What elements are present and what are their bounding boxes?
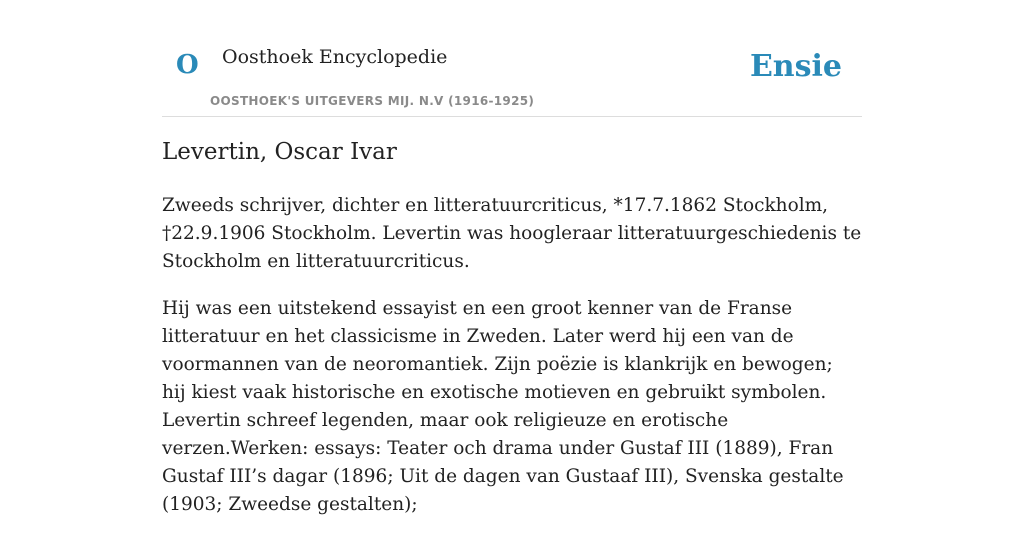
article-paragraph: Hij was een uitstekend essayist en een groot kenner van de Franse litteratuur en het classicisme in Zweden. Later werd hij een van de voormannen van de neoromantiek. Zijn poëzie is klankrijk en bewogen; hij kiest vaak historische en exotische motieven en gebruikt symbolen. Levertin schreef legenden, maar ook religieuze en erotische verzen.Werken: essays: Teater och drama under Gustaf III (1889), Fran Gustaf III’s dagar (1896; Uit de dagen van Gustaaf III), Svenska gestalte (1903; Zweedse gestalten); [162, 297, 844, 515]
article-paragraph: Zweeds schrijver, dichter en litteratuurcriticus, *17.7.1862 Stockholm, †22.9.1906 Stockholm. Levertin was hoogleraar litteratuurgeschiedenis te Stockholm en litteratuurcriticus. [162, 194, 862, 272]
article-body [162, 138, 862, 538]
site-header [162, 0, 862, 117]
brand-logo[interactable]: Ensie [749, 49, 842, 84]
logo-mark[interactable]: O [176, 50, 199, 80]
publisher-subtitle: OOSTHOEK'S UITGEVERS MIJ. N.V (1916-1925) [210, 94, 535, 108]
publication-title[interactable]: Oosthoek Encyclopedie [222, 46, 448, 68]
article-title: Levertin, Oscar Ivar [162, 139, 397, 165]
